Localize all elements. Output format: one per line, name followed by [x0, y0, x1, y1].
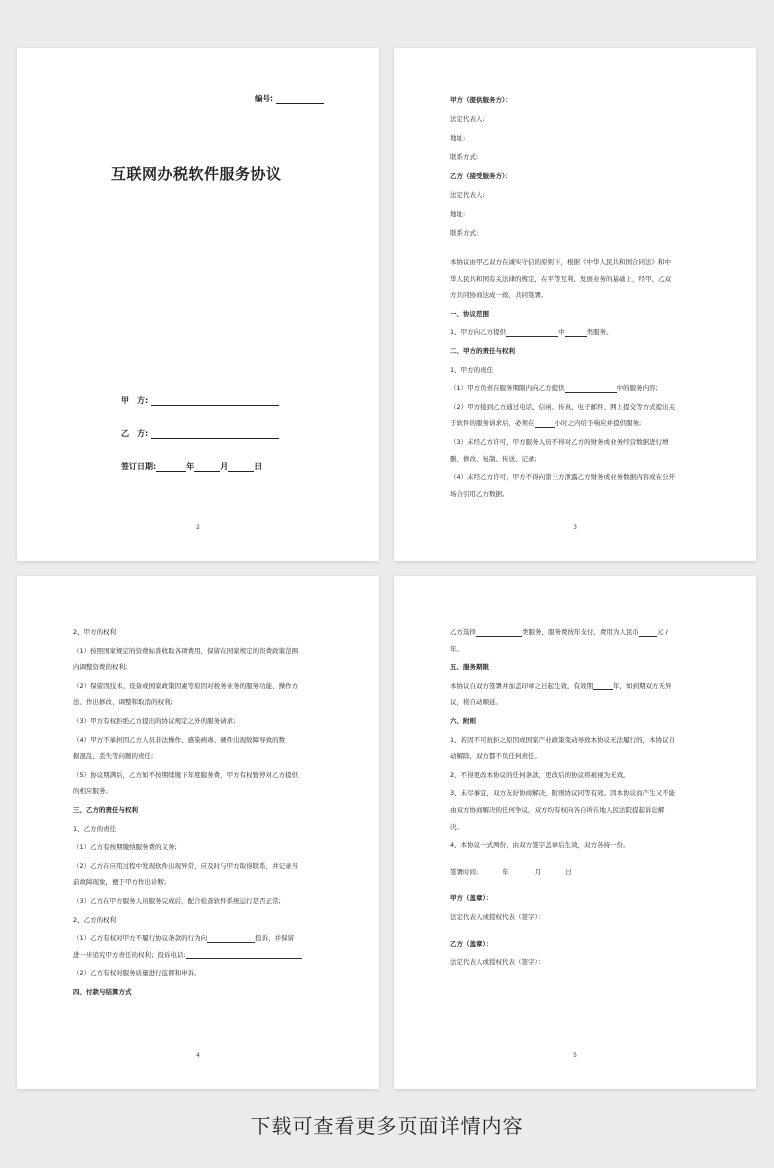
clause-line: 于软件的服务请求后，必须在 小时之内给予响应并提供服务; — [450, 419, 642, 428]
section-heading: 三、乙方的责任与权利 — [73, 805, 138, 814]
party-a-seal: 甲方（盖章）： — [450, 894, 493, 903]
party-b-blank — [151, 429, 279, 439]
intro-line: 华人民共和国有关法律的规定，在平等互利、发展业务的基础上，经甲、乙双 — [450, 274, 671, 283]
body-block — [450, 628, 706, 967]
clause-line: 1、若因不可抗拒之原因或国家产业政策变动导致本协议无法履行的，本协议自 — [450, 735, 676, 744]
clause-line: 法、作出修改、调整和取消的权利; — [73, 698, 173, 707]
page-number: 5 — [573, 1052, 577, 1059]
serial-number — [255, 93, 324, 104]
clause-line: 删、修改、复制、传送、记录; — [450, 454, 537, 463]
party-b-address: 地址: — [450, 210, 466, 218]
party-a-label: 甲 方: — [121, 396, 149, 405]
party-a-legal-rep: 法定代表人: — [450, 115, 485, 123]
party-a-contact: 联系方式: — [450, 153, 479, 161]
clause-line: 据混乱、丢失等问题的责任; — [73, 752, 154, 761]
clause-line: 决。 — [450, 822, 463, 831]
clause-line: （1）乙方有按期缴纳服务费的义务; — [73, 843, 177, 852]
month-label: 月 — [220, 462, 229, 471]
clause-line: 的相应服务。 — [73, 787, 112, 796]
sign-time-line: 签署时间: 年 月 日 — [450, 867, 572, 876]
party-a-heading: 甲方（提供服务方）： — [450, 96, 512, 104]
clause-line: （3）甲方有权拒绝乙方提出的协议规定之外的服务请求; — [73, 716, 236, 725]
day-label: 日 — [254, 462, 263, 471]
sign-date-label: 签订日期: — [121, 462, 157, 471]
clause-line: 1、甲方的责任 — [450, 365, 494, 374]
sign-date-line — [121, 461, 262, 472]
section-heading: 六、附则 — [450, 716, 476, 725]
party-a-line — [121, 395, 279, 406]
clause-line: 年。 — [450, 644, 463, 653]
clause-line: （3）未经乙方许可，甲方服务人员不得对乙方的财务或业务经营数据进行增 — [450, 437, 669, 446]
clause-line: 议，将自动顺延。 — [450, 698, 502, 707]
clause-line: 乙方选择 类服务，服务费按年支付，费用为人民币 元 / — [450, 628, 668, 636]
clause-line: 3、未尽事宜，双方友好协商解决，附则协议同等有效。因本协议而产生又不能 — [450, 789, 676, 798]
section-heading: 二、甲方的责任与权利 — [450, 346, 515, 355]
day-blank — [228, 462, 254, 472]
clause-line: 动解除，双方都不负任何责任。 — [450, 752, 541, 761]
party-b-line — [121, 428, 279, 439]
parties-block — [450, 96, 706, 237]
agreement-page-4 — [17, 576, 379, 1089]
body-block — [450, 258, 706, 498]
clause-line: （1）甲方负责在服务期限内向乙方提供 中的服务内容; — [450, 384, 658, 393]
party-a-blank — [151, 396, 279, 406]
party-a-address: 地址: — [450, 134, 466, 142]
year-blank — [156, 462, 186, 472]
clause-line: 由双方协商解决的任何争议，双方均有权向各自所在地人民法院提起诉讼解 — [450, 805, 665, 814]
party-b-seal: 乙方（盖章）： — [450, 939, 493, 948]
clause-line: （1）乙方有权对甲方不履行协议条款的行为向 投诉，并保留 — [73, 934, 295, 943]
intro-line: 本协议由甲乙双方在诚实守信的原则下，根据《中华人民共和国合同法》和中 — [450, 258, 671, 266]
intro-line: 方共同协商达成一致，共同签署。 — [450, 291, 548, 300]
clause-line: （2）甲方接到乙方通过电话、信函、传真、电子邮件、网上提交等方式提出关 — [450, 402, 676, 411]
clause-line: 进一步追究甲方责任的权利；投诉电话: — [73, 951, 329, 960]
section-heading: 一、协议范围 — [450, 309, 489, 318]
clause-line: （4）甲方不承担因乙方人员非法操作、感染病毒、硬件出现故障导致的数 — [73, 735, 286, 744]
clause-line: 2、乙方的权利 — [73, 915, 117, 924]
clause-line: 本协议自双方签署并加盖印章之日起生效，有效期 年，如到期双方无异 — [450, 681, 672, 690]
serial-label: 编号: — [255, 94, 273, 103]
clause-line: 内调整资费的权利; — [73, 663, 128, 672]
month-blank — [194, 462, 220, 472]
clause-line: 场合引用乙方数据。 — [450, 489, 509, 498]
party-b-contact: 联系方式: — [450, 229, 479, 237]
rep-sign-line: 法定代表人或授权代表（签字）： — [450, 958, 545, 967]
party-b-label: 乙 方: — [121, 429, 149, 438]
clause-line: 前故障现象，便于甲方作出诊断; — [73, 878, 167, 887]
clause-line: （3）乙方在甲方服务人员服务完成后，配合检查软件系统运行是否正常; — [73, 896, 281, 905]
clause-line: （2）乙方在应用过程中发现软件出现异常，应及时与甲方取得联系，并记录当 — [73, 861, 299, 870]
serial-blank — [276, 95, 324, 104]
party-b-legal-rep: 法定代表人: — [450, 191, 485, 199]
download-more-link[interactable]: 下载可查看更多页面详情内容 — [250, 1114, 524, 1138]
clause-line: （2）保留因技术、设备或国家政策因素等原因对税务业务的服务功能、操作方 — [73, 681, 299, 690]
document-title: 互联网办税软件服务协议 — [111, 165, 282, 183]
cover-page — [17, 48, 379, 561]
party-b-heading: 乙方（接受服务方）： — [450, 172, 512, 180]
clause-line: 4、本协议一式两份，由双方签字盖章后生效，双方各持一份。 — [450, 841, 630, 850]
clause-line: 2、甲方的权利 — [73, 628, 117, 636]
clause-line: 1、乙方的责任 — [73, 824, 117, 833]
clause-line: （5）协议期满后，乙方如不按期续缴下年度服务费，甲方有权暂停对乙方提供 — [73, 770, 299, 779]
clause-line: （1）按照国家规定的资费标准收取各项费用，保留在国家规定的资费政策范围 — [73, 646, 299, 655]
section-heading: 四、付款与结算方式 — [73, 987, 132, 996]
body-block — [73, 628, 329, 996]
page-number: 4 — [196, 1052, 200, 1059]
page-number: 2 — [196, 524, 200, 531]
clause-line: 1、甲方向乙方提供 中 类服务。 — [450, 328, 613, 337]
agreement-page-3 — [394, 48, 756, 561]
section-heading: 五、服务期限 — [450, 663, 489, 672]
agreement-page-5 — [394, 576, 756, 1089]
clause-line: 2、不得更改本协议的任何条款，更改后的协议将被视为无效。 — [450, 770, 630, 779]
page-number: 3 — [573, 524, 577, 531]
rep-sign-line: 法定代表人或授权代表（签字）： — [450, 912, 545, 921]
clause-line: （2）乙方有权对服务质量进行监督和申诉。 — [73, 969, 201, 978]
clause-line: （4）未经乙方许可，甲方不得向第三方泄露乙方财务或业务数据内容或在公开 — [450, 473, 676, 482]
year-label: 年 — [186, 462, 195, 471]
